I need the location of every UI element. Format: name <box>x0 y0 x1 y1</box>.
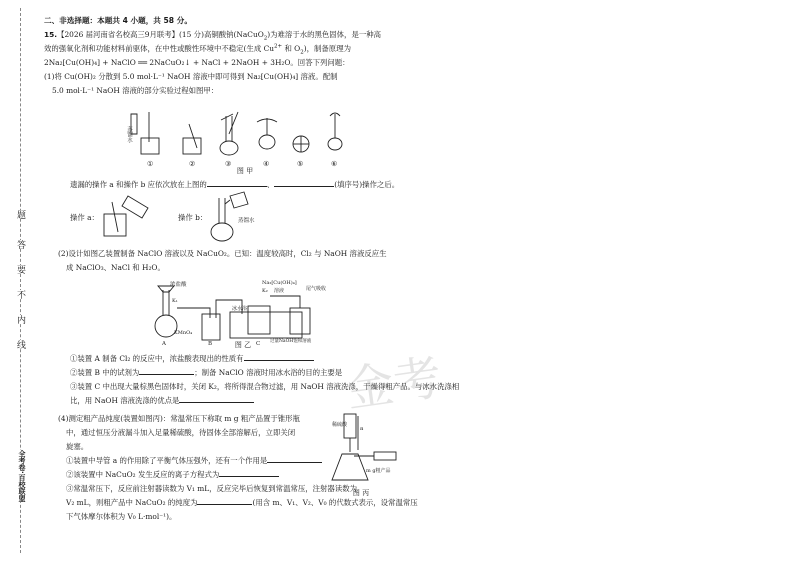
item-text: ②该装置中 NaCuO₂ 发生反应的离子方程式为 <box>66 470 220 479</box>
item-text: V₂ mL，则粗产品中 NaCuO₂ 的纯度为 <box>66 498 198 507</box>
glass-rod <box>112 202 118 232</box>
fig-label-kmno4: KMnO₄ <box>174 330 193 336</box>
question-intro-line <box>44 42 414 56</box>
part2-item-2 <box>70 366 459 380</box>
gutter-char: 要 <box>15 265 25 274</box>
beaker-2 <box>183 138 201 154</box>
question-content <box>44 14 414 98</box>
answer-blank[interactable] <box>274 178 334 187</box>
figure-jia-caption: 图 甲 <box>236 167 254 175</box>
step-label: ④ <box>263 160 270 168</box>
fig-label-ice: 冰水浴 <box>232 306 248 312</box>
step-label: ① <box>147 160 154 168</box>
fig-label-sol: 溶液 <box>274 288 285 294</box>
operation-b-figure <box>200 190 270 246</box>
fig-label-crude: m g粗产品 <box>366 468 391 474</box>
syringe <box>374 452 396 460</box>
volumetric-flask <box>211 223 233 241</box>
answer-blank[interactable] <box>207 178 267 187</box>
gutter-char: 线 <box>15 340 25 349</box>
intro-text: 和 O <box>282 44 301 53</box>
part4-item-3-cont <box>58 496 418 510</box>
fig-label-excess: 过量NaOH饱和溶液 <box>270 339 312 344</box>
intro-text: 高铜酸钠(NaCuO <box>203 30 264 39</box>
answer-blank[interactable] <box>219 468 279 477</box>
gutter-char: 内 <box>15 315 25 324</box>
operation-b-label: 操作 b： <box>178 213 208 222</box>
figure-bing-caption: 图 丙 <box>352 489 370 497</box>
question-number: 15. <box>44 30 58 39</box>
fig-label-a: A <box>162 341 166 346</box>
operation-a-figure <box>98 192 158 242</box>
water-label: 蒸馏水 <box>126 126 132 143</box>
fig-label-a: a <box>360 426 364 432</box>
fig-label-na2: Na₂[Cu(OH)₄] <box>262 280 297 286</box>
answer-blank[interactable] <box>197 496 252 505</box>
fig-label-k2: K₂ <box>262 288 268 294</box>
superscript: 2+ <box>273 43 283 50</box>
gutter-char: 不 <box>15 290 25 299</box>
question-text: (填序号)操作之后。 <box>334 180 400 189</box>
item-text: 比，用 NaOH 溶液洗涤的优点是 <box>70 396 180 405</box>
part2-item-3-cont <box>70 394 459 408</box>
part2-line: 成 NaClO₃、NaCl 和 H₂O。 <box>66 263 165 272</box>
part2-item-1 <box>70 352 459 366</box>
reaction-equation: 2Na₂[Cu(OH)₄] + NaClO ══ 2NaCuO₂↓ + NaCl + 2NaOH + 3H₂O。回答下列问题： <box>44 58 350 67</box>
part4-item-3-cont: 下气体摩尔体积为 V₀ L·mol⁻¹)。 <box>66 512 177 521</box>
glass-rod <box>189 124 197 148</box>
question-text: 遗漏的操作 a 和操作 b 应依次放在上图的 <box>70 180 207 189</box>
bottle-b <box>202 314 220 340</box>
gutter-char: 答 <box>15 240 25 249</box>
part2-line: (2)设计如图乙装置制备 NaClO 溶液以及 NaCuO₂。已知：温度较高时，Cl₂ 与 NaOH 溶液反应生 <box>58 249 387 258</box>
fig-label-acid: 浓盐酸 <box>170 282 187 288</box>
fig-label-tail: 尾气吸收 <box>306 286 327 292</box>
item-text: (用含 m、V₁、V₂、V₀ 的代数式表示，设常温常压 <box>252 498 418 507</box>
part4-line: 中，通过恒压分液漏斗加入足量稀硫酸，待固体全部溶解后，立即关闭 <box>66 428 296 437</box>
question-text: 、 <box>266 180 275 189</box>
item-text: ②装置 B 中的试剂为 <box>70 368 140 377</box>
fig-label-b: B <box>208 341 213 346</box>
part4-line: (4)测定粗产品纯度(装置如图丙)：常温常压下称取 m g 粗产品置于锥形瓶 <box>58 414 300 423</box>
watermark: 金考 <box>342 349 446 419</box>
figure-yi <box>150 278 340 346</box>
intro-text: )，制备原理为 <box>303 44 351 53</box>
figure-yi-caption: 图 乙 <box>234 341 252 349</box>
answer-blank[interactable] <box>244 352 314 361</box>
section-title: 二、非选择题：本题共 4 小题，共 58 分。 <box>44 16 192 25</box>
item-text: ①装置中导管 a 的作用除了平衡气体压强外，还有一个作用是 <box>66 456 268 465</box>
volumetric-flask <box>220 141 238 155</box>
subscript: 2 <box>263 35 268 42</box>
part2-items <box>70 352 459 408</box>
question-intro-line <box>44 28 414 42</box>
answer-blank[interactable] <box>179 394 254 403</box>
item-text: ①装置 A 制备 Cl₂ 的反应中，浓盐酸表现出的性质有 <box>70 354 244 363</box>
fig-label-k1: K₁ <box>172 298 178 304</box>
part4-item-3: ③常温常压下，反应前注射器读数为 V₁ mL，反应完毕后恢复到常温常压，注射器读数为 <box>66 484 357 493</box>
intro-text: 效的强氧化剂和功能材料前驱体，在中性或酸性环境中不稳定(生成 Cu <box>44 44 274 53</box>
figure-bing <box>330 410 400 488</box>
beaker-1 <box>141 138 159 154</box>
step-label: ② <box>189 160 196 168</box>
gutter-char: 题 <box>15 210 25 219</box>
answer-blank[interactable] <box>267 454 322 463</box>
figure-jia <box>125 104 360 172</box>
binding-gutter <box>0 0 40 563</box>
item-text: ③装置 C 中出现大量棕黑色固体时，关闭 K₂，将所得混合物过滤，用 NaOH 溶液洗涤，干燥得粗产品。与冰水洗涤相 <box>70 382 460 391</box>
step-label: ⑤ <box>297 160 304 168</box>
subscript: 2 <box>300 49 304 56</box>
intro-text: )为难溶于水的黑色固体，是一种高 <box>267 30 382 39</box>
answer-blank[interactable] <box>139 366 194 375</box>
item-text: ；制备 NaClO 溶液时用冰水浴的目的主要是 <box>194 368 343 377</box>
conical-flask <box>332 454 368 480</box>
step-label: ③ <box>225 160 232 168</box>
question-score: (15 分) <box>179 30 204 39</box>
part1-line: 5.0 mol·L⁻¹ NaOH 溶液的部分实验过程如图甲： <box>52 86 219 95</box>
question-source: 【2026 届河南省名校高三9月联考】 <box>57 30 180 39</box>
part1-line: (1)将 Cu(OH)₂ 分散到 5.0 mol·L⁻¹ NaOH 溶液中即可得到 Na₂[Cu(OH)₄] 溶液。配制 <box>44 72 338 81</box>
fig-label-acid: 稀硫酸 <box>332 422 348 428</box>
step-label: ⑥ <box>331 160 338 168</box>
bottle-c <box>248 306 270 334</box>
water-label: 蒸馏水 <box>238 218 255 224</box>
part2-intro <box>58 247 387 275</box>
part2-item-3 <box>70 380 459 394</box>
exam-brand-label: 全考卷·百校联盟 <box>14 450 26 502</box>
reagent-bottle <box>328 138 342 150</box>
wash-bottle <box>230 192 248 208</box>
fig-label-c: C <box>256 341 261 346</box>
operation-a-label: 操作 a： <box>70 213 99 222</box>
volumetric-flask <box>259 135 275 149</box>
part4-line: 旋塞。 <box>66 442 89 451</box>
beaker-pour <box>221 114 233 120</box>
gas-tube <box>270 296 300 308</box>
gas-tube <box>177 308 210 318</box>
